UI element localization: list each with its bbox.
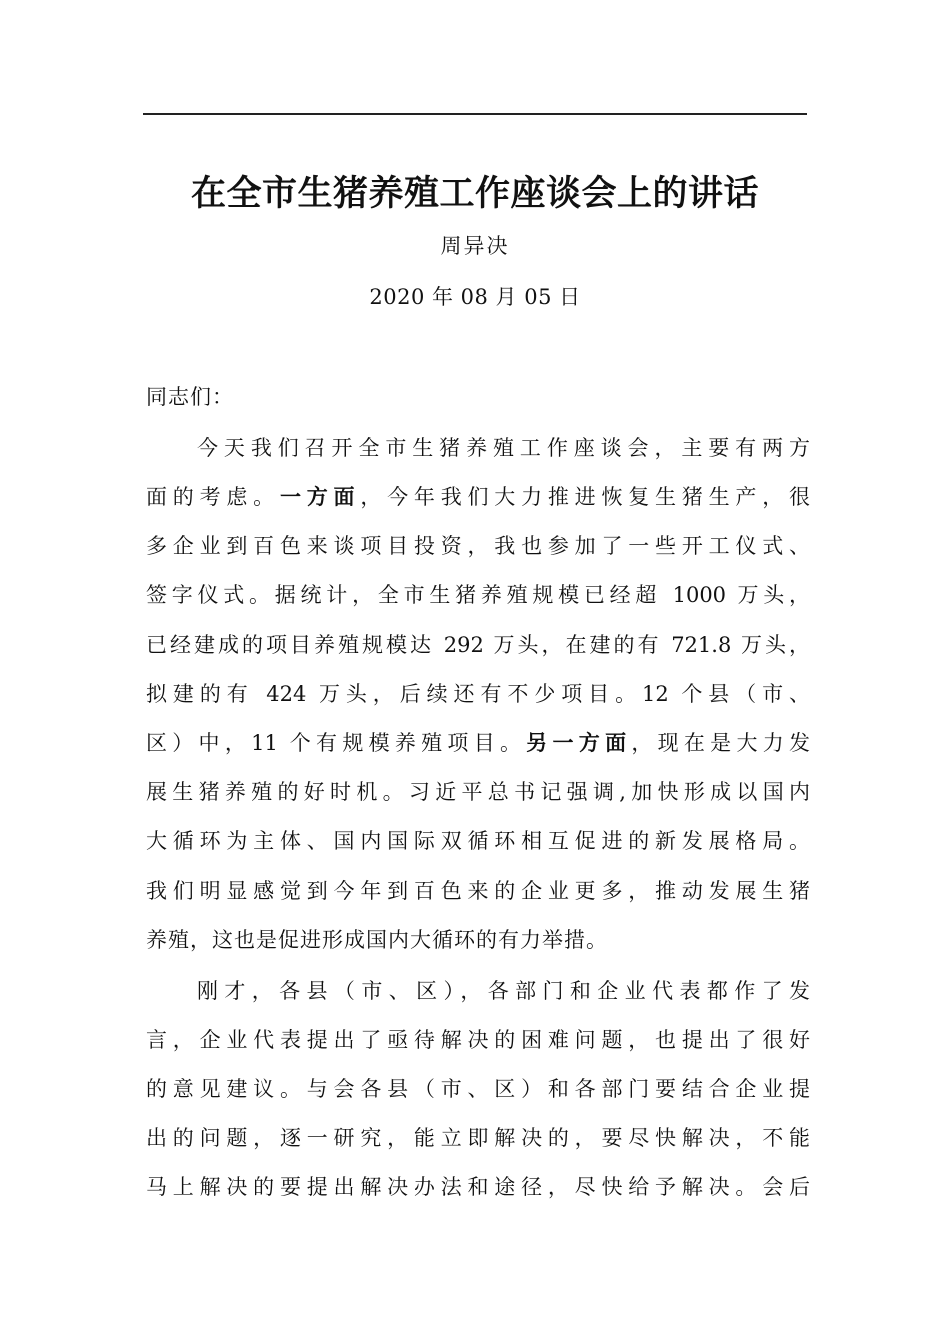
document-author: 周异决 — [440, 234, 510, 258]
emphasis-text: 另一方面 — [526, 730, 632, 755]
text-span: ，现在是大力发 — [631, 731, 811, 755]
document-date: 2020 年 08 月 05 日 — [369, 285, 581, 309]
text-line: 马上解决的要提出解决办法和途径，尽快给予解决。会后 — [146, 1175, 810, 1199]
text-span: 面的考虑。 — [146, 485, 280, 509]
text-line: 大循环为主体、国内国际双循环相互促进的新发展格局。 — [146, 829, 810, 853]
salutation: 同志们： — [146, 385, 234, 409]
text-span: 区）中，11 个有规模养殖项目。 — [146, 731, 527, 755]
document-title: 在全市生猪养殖工作座谈会上的讲话 — [190, 173, 759, 214]
text-line: 我们明显感觉到今年到百色来的企业更多，推动发展生猪 — [146, 879, 810, 903]
text-line: 签字仪式。据统计，全市生猪养殖规模已经超 1000 万头， — [146, 583, 810, 607]
text-line: 多企业到百色来谈项目投资，我也参加了一些开工仪式、 — [146, 534, 810, 558]
text-line: 出的问题，逐一研究，能立即解决的，要尽快解决，不能 — [146, 1126, 810, 1150]
text-line: 刚才，各县（市、区），各部门和企业代表都作了发 — [197, 979, 810, 1003]
text-line — [146, 726, 810, 760]
text-line: 拟建的有 424 万头，后续还有不少项目。12 个县（市、 — [146, 682, 810, 706]
text-line: 展生猪养殖的好时机。习近平总书记强调,加快形成以国内 — [146, 780, 810, 804]
header-rule — [143, 113, 807, 115]
text-span: ，今年我们大力推进恢复生猪生产，很 — [360, 485, 811, 509]
text-line — [146, 480, 810, 514]
text-line: 今天我们召开全市生猪养殖工作座谈会，主要有两方 — [197, 436, 810, 460]
text-line: 的意见建议。与会各县（市、区）和各部门要结合企业提 — [146, 1077, 810, 1101]
emphasis-text: 一方面 — [279, 484, 361, 509]
text-line: 已经建成的项目养殖规模达 292 万头，在建的有 721.8 万头， — [146, 633, 810, 657]
text-line: 言，企业代表提出了亟待解决的困难问题，也提出了很好 — [146, 1028, 810, 1052]
text-line: 养殖，这也是促进形成国内大循环的有力举措。 — [146, 928, 608, 952]
